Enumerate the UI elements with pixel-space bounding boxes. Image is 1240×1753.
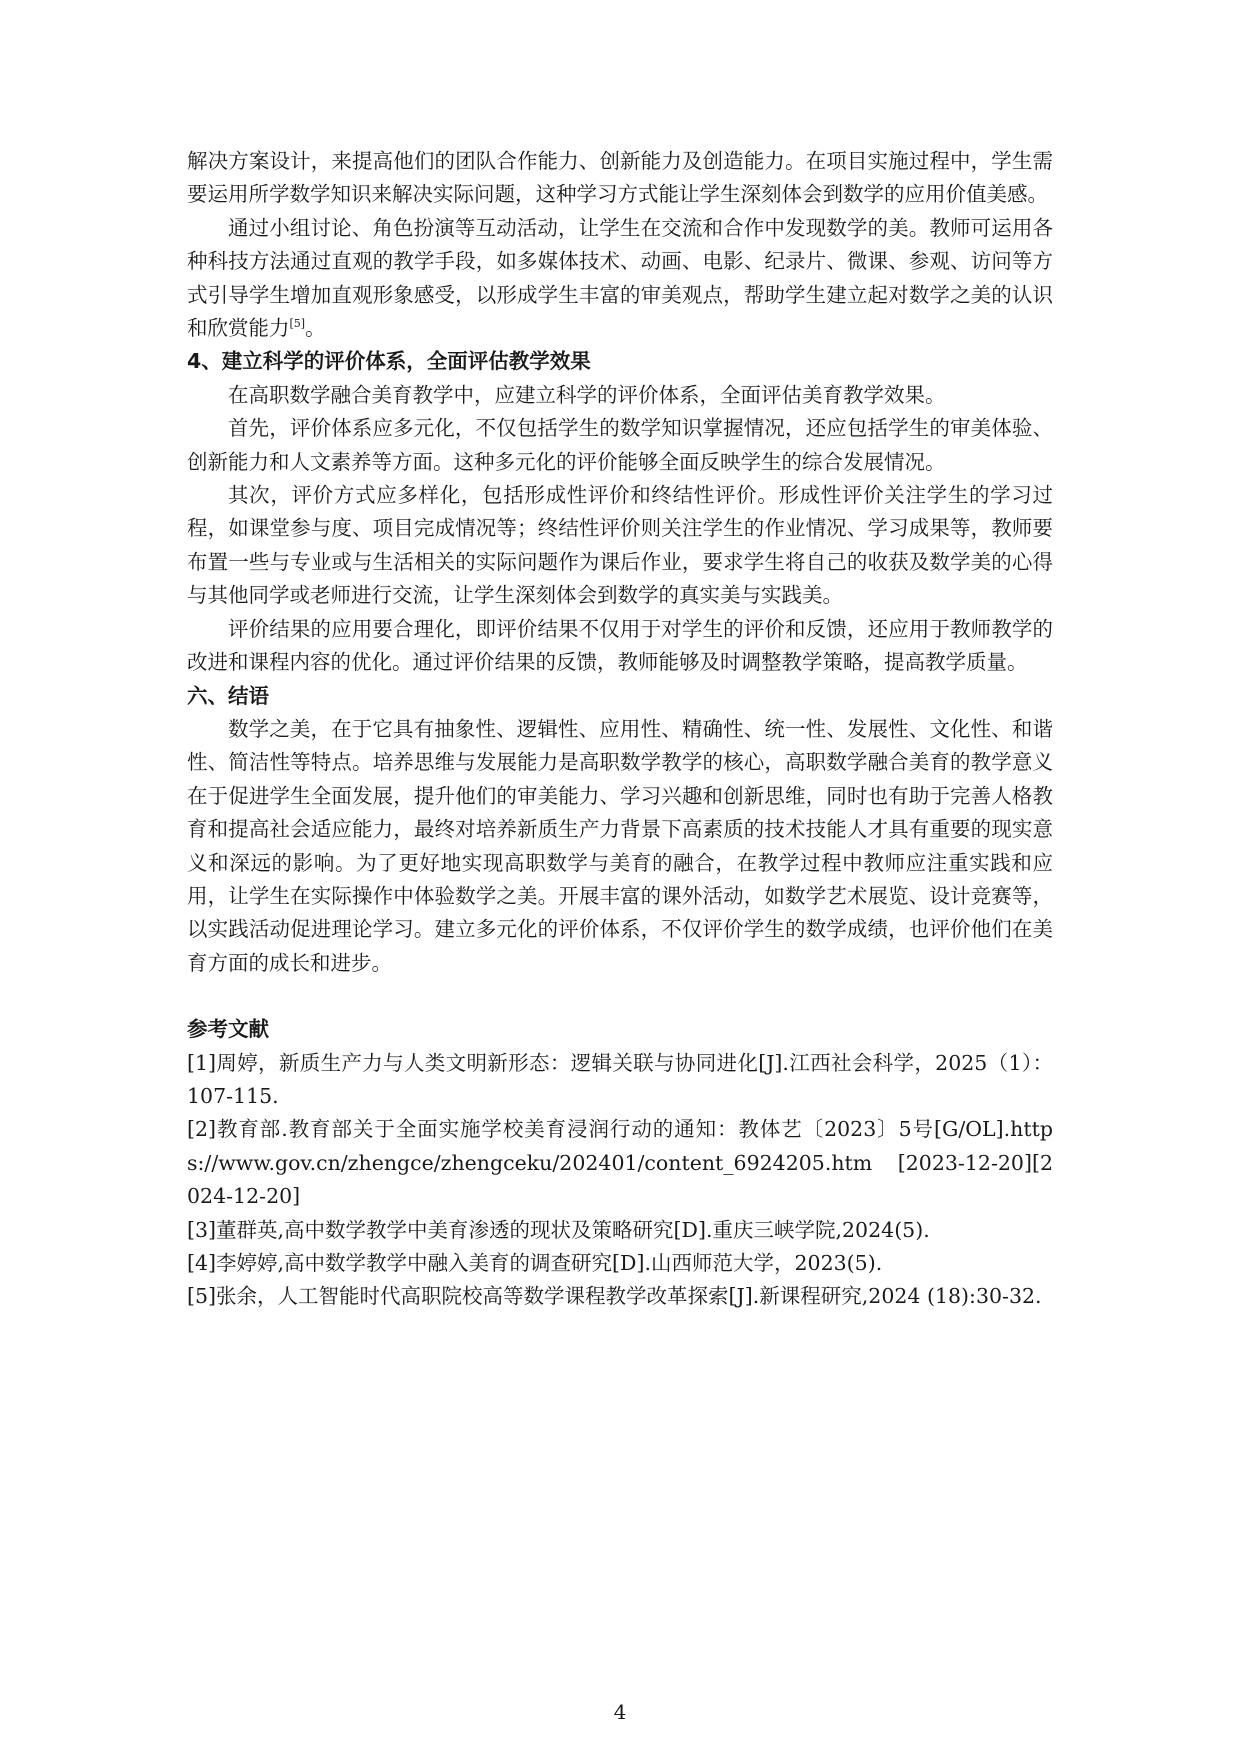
page-number: 4 — [613, 1700, 627, 1724]
paragraph-interactive-activities — [187, 212, 1053, 346]
reference-item-2: [2]教育部.教育部关于全面实施学校美育浸润行动的通知：教体艺〔2023〕5号[G/OL].https://www.gov.cn/zhengce/zhengceku/202401/content_6924205.htm [2023-12-20][2024-12-20] — [187, 1117, 1053, 1209]
paragraph-project-design: 解决方案设计，来提高他们的团队合作能力、创新能力及创造能力。在项目实施过程中，学生需要运用所学数学知识来解决实际问题，这种学习方式能让学生深刻体会到数学的应用价值美感。 — [187, 149, 1053, 207]
section-heading-conclusion: 六、结语 — [187, 683, 269, 708]
section-heading-evaluation: 4、建立科学的评价体系，全面评估教学效果 — [187, 349, 591, 374]
citation-5: [5] — [289, 317, 306, 331]
section-spacer — [187, 980, 1053, 1013]
references-heading: 参考文献 — [187, 1017, 269, 1042]
paragraph-conclusion: 数学之美，在于它具有抽象性、逻辑性、应用性、精确性、统一性、发展性、文化性、和谐性、简洁性等特点。培养思维与发展能力是高职数学教学的核心，高职数学融合美育的教学意义在于促进学生全面发展，提升他们的审美能力、学习兴趣和创新思维，同时也有助于完善人格教育和提高社会适应能力，最终对培养新质生产力背景下高素质的技术技能人才具有重要的现实意义和深远的影响。为了更好地实现高职数学与美育的融合，在教学过程中教师应注重实践和应用，让学生在实际操作中体验数学之美。开展丰富的课外活动，如数学艺术展览、设计竞赛等，以实践活动促进理论学习。建立多元化的评价体系，不仅评价学生的数学成绩，也评价他们在美育方面的成长和进步。 — [187, 716, 1053, 975]
paragraph-evaluation-intro: 在高职数学融合美育教学中，应建立科学的评价体系，全面评估美育教学效果。 — [228, 382, 946, 407]
paragraph-end-mark: 。 — [305, 316, 326, 341]
paragraph-evaluation-diversified: 首先，评价体系应多元化，不仅包括学生的数学知识掌握情况，还应包括学生的审美体验、创新能力和人文素养等方面。这种多元化的评价能够全面反映学生的综合发展情况。 — [187, 416, 1053, 474]
document-page — [187, 145, 1053, 1314]
paragraph-evaluation-methods: 其次，评价方式应多样化，包括形成性评价和终结性评价。形成性评价关注学生的学习过程，如课堂参与度、项目完成情况等；终结性评价则关注学生的作业情况、学习成果等，教师要布置一些与专业或与生活相关的实际问题作为课后作业，要求学生将自己的收获及数学美的心得与其他同学或老师进行交流，让学生深刻体会到数学的真实美与实践美。 — [187, 483, 1053, 608]
paragraph-interactive-activities-text: 通过小组讨论、角色扮演等互动活动，让学生在交流和合作中发现数学的美。教师可运用各种科技方法通过直观的教学手段，如多媒体技术、动画、电影、纪录片、微课、参观、访问等方式引导学生增加直观形象感受，以形成学生丰富的审美观点，帮助学生建立起对数学之美的认识和欣赏能力 — [187, 215, 1053, 341]
paragraph-evaluation-results: 评价结果的应用要合理化，即评价结果不仅用于对学生的评价和反馈，还应用于教师教学的改进和课程内容的优化。通过评价结果的反馈，教师能够及时调整教学策略，提高教学质量。 — [187, 616, 1053, 675]
reference-item-4: [4]李婷婷,高中数学教学中融入美育的调查研究[D].山西师范大学，2023(5). — [187, 1251, 883, 1275]
reference-item-5: [5]张余，人工智能时代高职院校高等数学课程教学改革探索[J].新课程研究,2024 (18):30-32. — [187, 1284, 1042, 1309]
reference-item-3: [3]董群英,高中数学教学中美育渗透的现状及策略研究[D].重庆三峡学院,2024(5). — [187, 1217, 930, 1242]
reference-item-1: [1]周婷，新质生产力与人类文明新形态：逻辑关联与协同进化[J].江西社会科学，2025（1）：107-115. — [187, 1050, 1053, 1108]
